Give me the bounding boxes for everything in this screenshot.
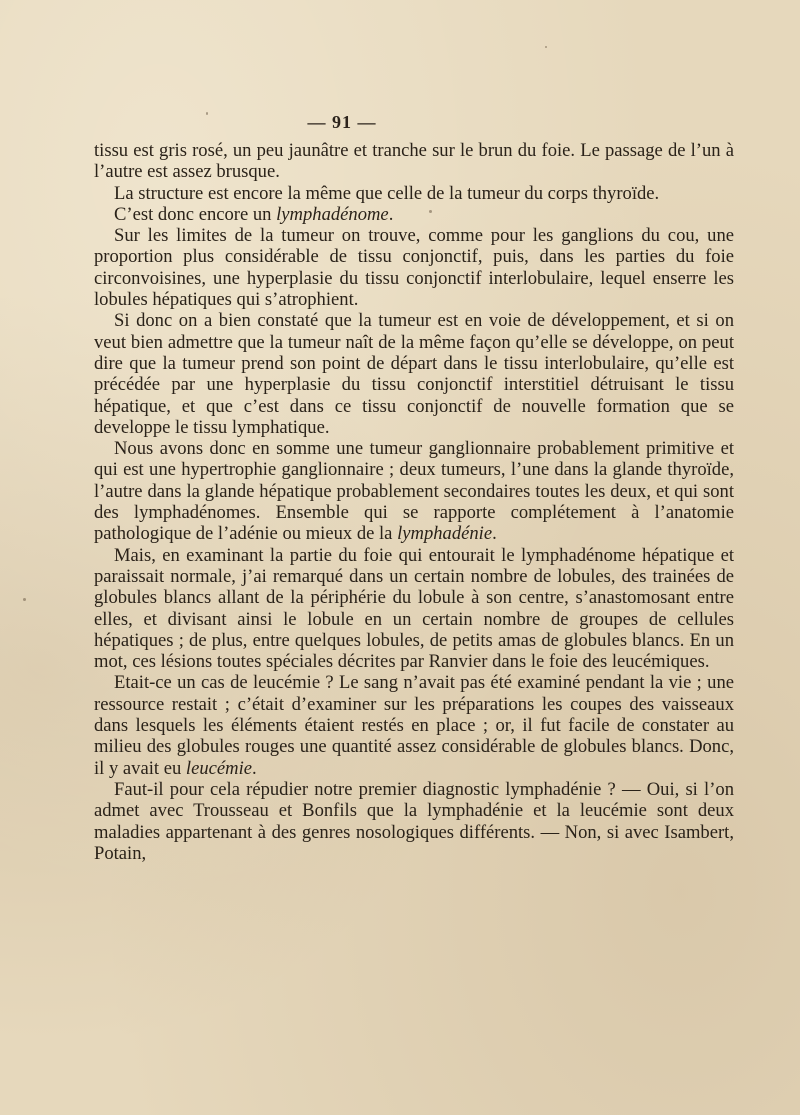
paragraph-p3	[94, 225, 734, 310]
text-segment: Mais, en examinant la partie du foie qui entourait le lymphadénome hépatique et paraissait normale, j’ai remarqué dans un certain nombre de lobules, des trainées de globules blancs allant de la périphérie du lobule à son centre, s’anastomosant entre elles, et divisant ainsi le lobule en un certain nombre de groupes de cellules hépatiques ; de plus, entre quelques lobules, de petits amas de globules blancs. En un mot, ces lésions toutes spéciales décrites par Ranvier dans le foie des leucémiques.	[94, 544, 734, 673]
paper-speck	[545, 46, 547, 48]
text-segment: C’est donc encore un	[114, 203, 277, 225]
text-segment: tissu est gris rosé, un peu jaunâtre et tranche sur le brun du foie. Le passage de l’un à l’autre est assez brusque.	[94, 140, 734, 183]
paragraph-p7	[94, 672, 734, 778]
page-number: — 91 —	[307, 112, 377, 132]
text-segment: Faut-il pour cela répudier notre premier diagnostic lymphadénie ? — Oui, si l’on admet avec Trousseau et Bonfils que la lymphadénie et la leucémie sont deux maladies appartenant à des genres nosologiques différents. — Non, si avec Isambert, Potain,	[94, 778, 734, 864]
text-segment: Sur les limites de la tumeur on trouve, comme pour les ganglions du cou, une proportion plus considérable de tissu conjonctif, puis, dans les parties du foie circonvoisines, une hyperplasie du tissu conjonctif interlobulaire, lequel enserre les lobules hépatiques qui s’atrophient.	[94, 225, 734, 311]
paragraph-p2	[94, 204, 734, 225]
text-segment: La structure est encore la même que celle de la tumeur du corps thyroïde.	[114, 182, 660, 204]
paper-speck	[206, 112, 208, 115]
paragraph-p6	[94, 545, 734, 673]
text-segment: Nous avons donc en somme une tumeur ganglionnaire probablement primitive et qui est une hypertrophie ganglionnaire ; deux tumeurs, l’une dans la glande thyroïde, l’autre dans la glande hépatique probablement secondaires toutes les deux, et qui sont des lymphadénomes. Ensemble qui se rapporte complétement à l’anatomie pathologique de l’adénie ou mieux de la	[94, 438, 734, 545]
text-segment: .	[388, 203, 394, 225]
paper-speck	[23, 598, 26, 601]
paragraph-p4	[94, 310, 734, 438]
paragraph-p5	[94, 438, 734, 544]
body-text	[94, 140, 734, 864]
italic-term: lymphadénie	[397, 523, 493, 545]
paragraph-p1	[94, 183, 734, 204]
text-segment: Si donc on a bien constaté que la tumeur est en voie de développement, et si on veut bien admettre que la tumeur naît de la même façon qu’elle se développe, on peut dire que la tumeur prend son point de départ dans le tissu interlobulaire, qu’elle est précédée par une hyperplasie du tissu conjonctif interstitiel détruisant le tissu hépatique, et que c’est dans ce tissu conjonctif de nouvelle formation que se developpe le tissu lymphatique.	[94, 310, 734, 438]
text-segment: .	[492, 523, 497, 545]
paragraph-p0	[94, 140, 734, 183]
text-segment: .	[252, 757, 257, 779]
italic-term: leucémie	[185, 757, 252, 779]
paragraph-p8	[94, 779, 734, 864]
text-segment: Etait-ce un cas de leucémie ? Le sang n’avait pas été examiné pendant la vie ; une ressource restait ; c’était d’examiner sur les préparations les coupes des vaisseaux dans lesquels les éléments étaient restés en place ; or, il fut facile de constater au milieu des globules rouges une quantité assez considérable de globules blancs. Donc, il y avait eu	[94, 672, 734, 779]
paper-speck	[429, 210, 432, 213]
italic-term: lymphadénome	[276, 203, 389, 225]
